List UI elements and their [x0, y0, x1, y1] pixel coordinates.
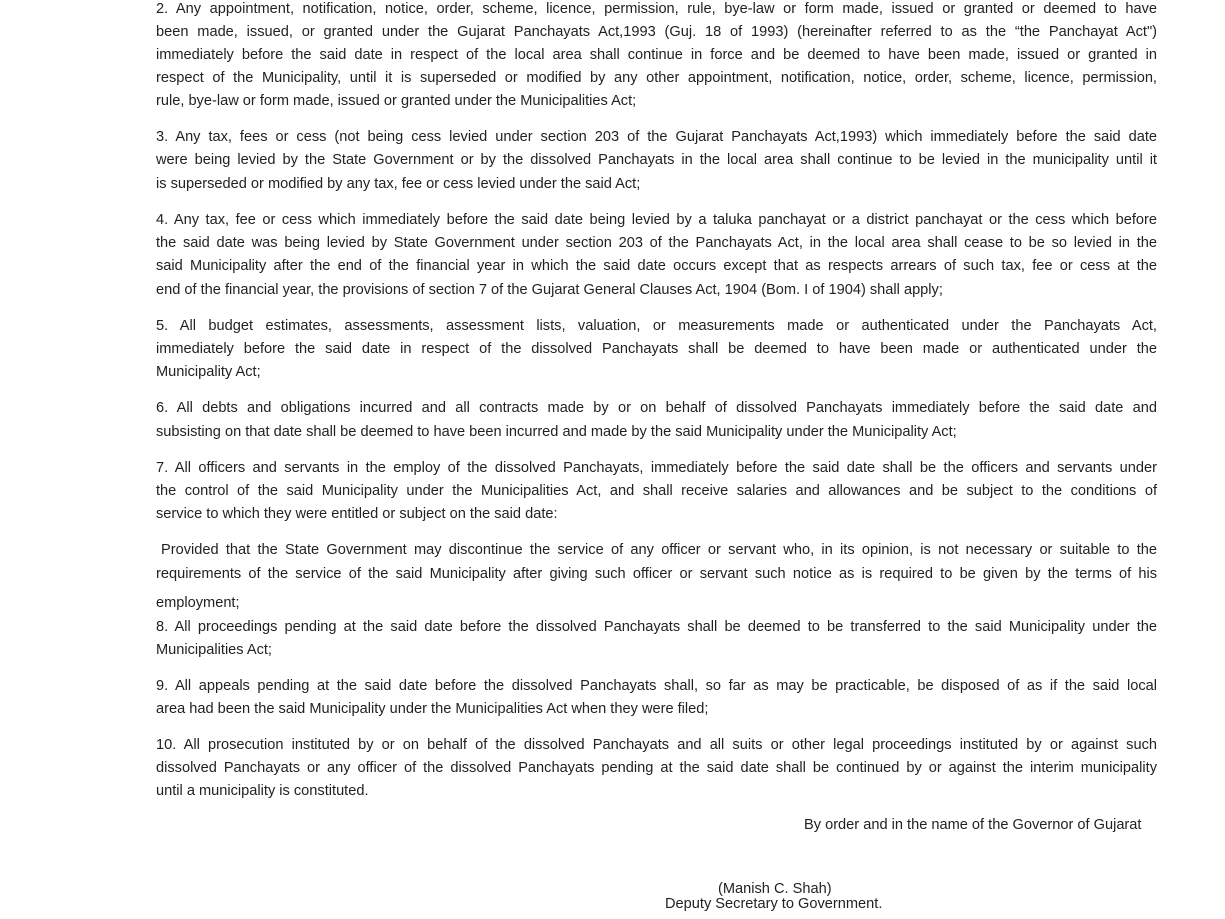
clause-line: until a municipality is constituted. — [156, 783, 369, 799]
clause-line: 10. All prosecution instituted by or on behalf of the dissolved Panchayats and all suits or other legal proceedings instituted by or against such — [156, 737, 1157, 753]
clause-line: the said date was being levied by State Government under section 203 of the Panchayats Act, in the local area shall cease to be so levied in the — [156, 235, 1157, 251]
clause-line: requirements of the service of the said Municipality after giving such officer or servant such notice as is required to be given by the terms of his — [156, 566, 1157, 582]
clause-line: dissolved Panchayats or any officer of the dissolved Panchayats pending at the said date shall be continued by or against the interim municipality — [156, 760, 1157, 776]
clause-line: Municipalities Act; — [156, 642, 272, 658]
clause-line: rule, bye-law or form made, issued or granted under the Municipalities Act; — [156, 93, 637, 109]
clause-line: Provided that the State Government may discontinue the service of any officer or servant who, in its opinion, is not necessary or suitable to the — [161, 542, 1157, 558]
clause-line: 4. Any tax, fee or cess which immediately before the said date being levied by a taluka panchayat or a district panchayat or the cess which before — [156, 212, 1157, 228]
signatory-name: (Manish C. Shah) — [718, 881, 832, 897]
clause-line: employment; — [156, 595, 240, 611]
clause-line: Municipality Act; — [156, 364, 261, 380]
clause-line: subsisting on that date shall be deemed to have been incurred and made by the said Municipality under the Municipality Act; — [156, 424, 957, 440]
clause-line: 7. All officers and servants in the employ of the dissolved Panchayats, immediately before the said date shall be the officers and servants under — [156, 460, 1157, 476]
clause-line: been made, issued, or granted under the Gujarat Panchayats Act,1993 (Guj. 18 of 1993) (hereinafter referred to as the “the Panchayat Act") — [156, 24, 1157, 40]
clause-line: 6. All debts and obligations incurred and all contracts made by or on behalf of dissolved Panchayats immediately before the said date and — [156, 400, 1157, 416]
clause-line: 2. Any appointment, notification, notice, order, scheme, licence, permission, rule, bye-law or form made, issued or granted or deemed to have — [156, 1, 1157, 17]
signatory-title: Deputy Secretary to Government. — [665, 896, 883, 912]
clause-line: immediately before the said date in respect of the local area shall continue in force and be deemed to have been made, issued or granted in — [156, 47, 1157, 63]
clause-line: respect of the Municipality, until it is superseded or modified by any other appointment, notification, notice, order, scheme, licence, permission, — [156, 70, 1157, 86]
clause-line: said Municipality after the end of the financial year in which the said date occurs except that as respects arrears of such tax, fee or cess at the — [156, 258, 1157, 274]
clause-line: area had been the said Municipality under the Municipalities Act when they were filed; — [156, 701, 709, 717]
authority-line: By order and in the name of the Governor of Gujarat — [804, 817, 1142, 833]
clause-line: were being levied by the State Government or by the dissolved Panchayats in the local area shall continue to be levied in the municipality until it — [156, 152, 1157, 168]
clause-line: 9. All appeals pending at the said date before the dissolved Panchayats shall, so far as may be practicable, be disposed of as if the said local — [156, 678, 1157, 694]
clause-line: is superseded or modified by any tax, fee or cess levied under the said Act; — [156, 176, 641, 192]
clause-line: immediately before the said date in respect of the dissolved Panchayats shall be deemed to have been made or authenticated under the — [156, 341, 1157, 357]
clause-line: 8. All proceedings pending at the said date before the dissolved Panchayats shall be deemed to be transferred to the said Municipality under the — [156, 619, 1157, 635]
clause-line: 5. All budget estimates, assessments, assessment lists, valuation, or measurements made or authenticated under the Panchayats Act, — [156, 318, 1157, 334]
clause-line: end of the financial year, the provisions of section 7 of the Gujarat General Clauses Act, 1904 (Bom. I of 1904) shall apply; — [156, 282, 943, 298]
clause-line: service to which they were entitled or subject on the said date: — [156, 506, 558, 522]
clause-line: 3. Any tax, fees or cess (not being cess levied under section 203 of the Gujarat Panchayats Act,1993) which immediately before the said date — [156, 129, 1157, 145]
clause-line: the control of the said Municipality under the Municipalities Act, and shall receive salaries and allowances and be subject to the conditions of — [156, 483, 1157, 499]
